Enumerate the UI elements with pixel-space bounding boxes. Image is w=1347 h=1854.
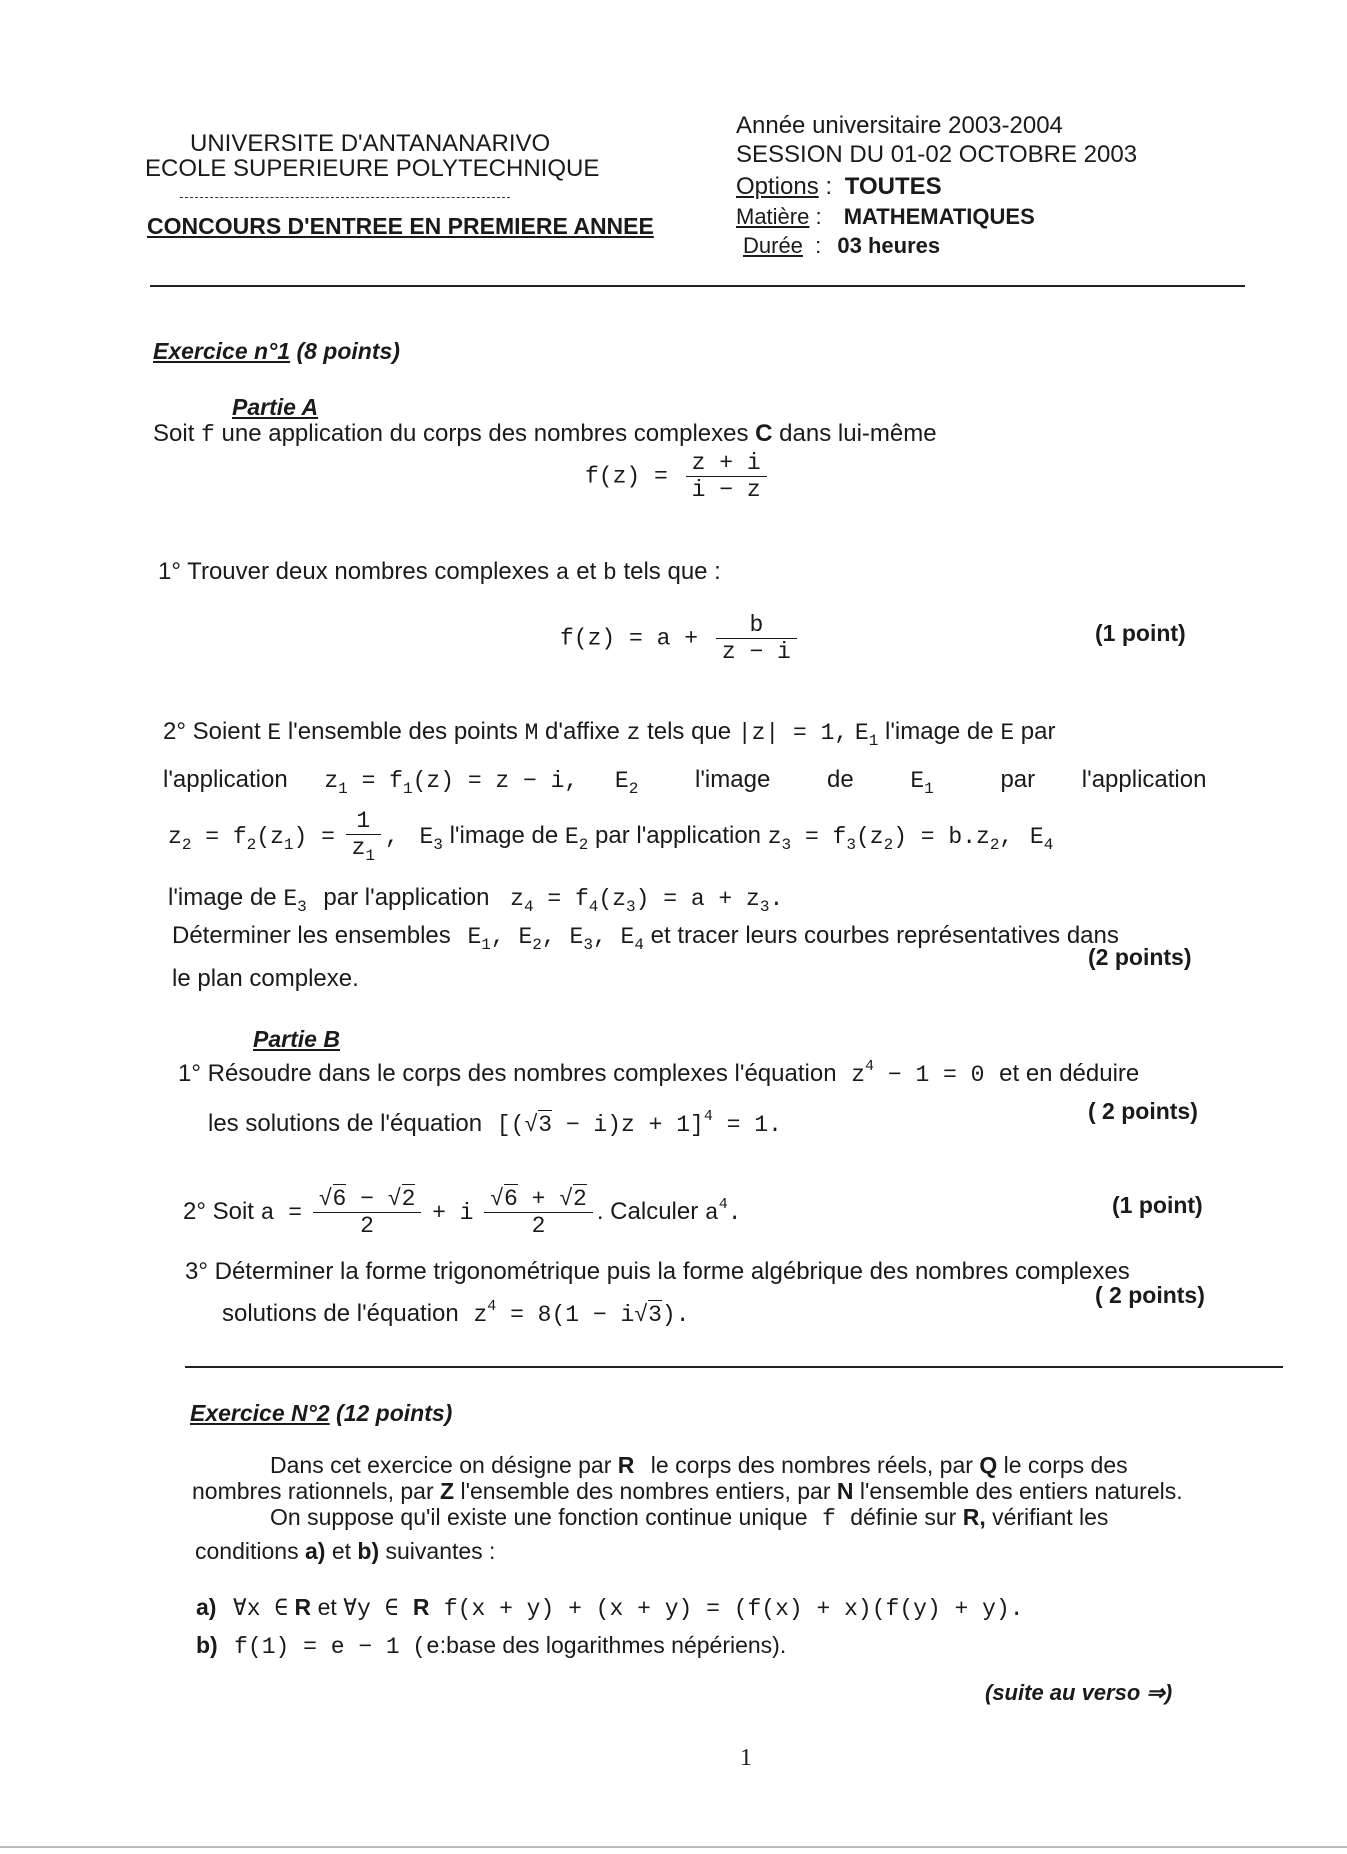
q2-line-2 — [163, 766, 1206, 798]
q1-text: tels que : — [623, 558, 721, 585]
q2-text: et tracer leurs courbes représentatives dans — [650, 922, 1119, 949]
q2-text: l'image de — [884, 718, 994, 745]
equation-z4-trig: $z^4 = 8(1 - i√3)$. — [473, 1298, 690, 1328]
header-rule — [150, 285, 1245, 287]
set-e: E — [1000, 720, 1015, 746]
q1-denominator: z − i — [721, 639, 791, 665]
q2-text: Déterminer les ensembles — [172, 922, 451, 949]
exercise-2-label: Exercice N°2 — [190, 1400, 330, 1426]
condition-a — [196, 1594, 1024, 1622]
bottom-rule — [0, 1846, 1347, 1848]
part-b-q2 — [183, 1186, 742, 1239]
f-lhs: f(z) = — [585, 463, 668, 490]
imag-part-denominator: 2 — [531, 1213, 546, 1239]
z2-denominator: $z_1$ — [351, 835, 375, 865]
set-e4: $E_4$ — [1029, 823, 1054, 854]
q2-text: 2° Soit — [183, 1197, 254, 1225]
part-b-q1-points: ( 2 points) — [1088, 1098, 1198, 1124]
ex2-text: suivantes : — [385, 1538, 496, 1564]
sets-list: $E_1$, $E_2$, $E_3$, $E_4$ — [467, 924, 644, 954]
complex-set-symbol: C — [755, 420, 773, 447]
point-m: M — [524, 720, 539, 746]
part-b-q1-line-1 — [178, 1058, 1139, 1088]
exercise-2-title — [190, 1400, 452, 1427]
q2-text: par — [1000, 766, 1036, 793]
q2-text: l'image de — [168, 884, 277, 911]
var-b: b — [602, 560, 617, 586]
q2-text: l'application — [1081, 766, 1207, 793]
intro-text: dans lui-même — [779, 420, 937, 447]
f1-equation: f(1) = e − 1 — [234, 1634, 400, 1660]
part-a-q1 — [158, 558, 721, 586]
var-a-def: a = — [260, 1199, 303, 1226]
imag-part-numerator: √6 + √2 — [484, 1186, 593, 1213]
ex2-text: et — [331, 1538, 351, 1564]
ex2-text: Dans cet exercice on désigne par — [270, 1452, 612, 1478]
ex2-p2-line-2 — [195, 1538, 495, 1565]
forall-x: ∀x ∈ — [232, 1596, 289, 1622]
continued-overleaf: (suite au verso ⇒) — [985, 1680, 1173, 1705]
q1-text: les solutions de l'équation — [208, 1110, 483, 1137]
z4-map: $z_4 = f_4(z_3) = a + z_3$. — [510, 886, 784, 916]
rational-set-symbol: Q — [979, 1452, 998, 1478]
options-row: Options : TOUTES — [736, 173, 942, 200]
part-b-q3-points: ( 2 points) — [1095, 1282, 1205, 1308]
ex2-text: le corps des — [1003, 1452, 1128, 1478]
exercise-2-points: (12 points) — [336, 1400, 453, 1426]
equation-z4: $z^4 - 1 = 0$ — [851, 1058, 985, 1088]
q1-text: et — [576, 558, 597, 585]
academic-year: Année universitaire 2003-2004 — [736, 112, 1063, 139]
part-b-q3-line-1: 3° Déterminer la forme trigonométrique puis la forme algébrique des nombres complexes — [185, 1258, 1130, 1285]
ex2-text: vérifiant les — [992, 1504, 1109, 1530]
function-definition — [585, 450, 771, 503]
condition-a-ref: a) — [304, 1538, 326, 1564]
exercise-1-points: (8 points) — [296, 338, 400, 364]
q1-fraction — [716, 612, 797, 665]
z1-map: $z_1 = f_1(z) = z - i$, — [324, 768, 579, 798]
q2-text: . Calculer — [596, 1197, 699, 1225]
q2-line-1 — [163, 718, 1055, 750]
q1-points: (1 point) — [1095, 620, 1186, 646]
q1-text: 1° Résoudre dans le corps des nombres complexes l'équation — [178, 1060, 837, 1087]
part-a-intro — [153, 420, 937, 448]
real-set-symbol: R, — [962, 1504, 986, 1530]
plus-i: + i — [432, 1199, 474, 1226]
modulus-equation: |z| = 1, — [737, 720, 849, 746]
comma: , — [385, 823, 399, 850]
set-e1: $E_1$ — [854, 720, 879, 750]
set-e3: $E_3$ — [419, 823, 443, 854]
condition-b-ref: b) — [357, 1538, 380, 1564]
school-name: ECOLE SUPERIEURE POLYTECHNIQUE — [145, 155, 600, 182]
q1-text: 1° Trouver deux nombres complexes — [158, 558, 550, 585]
ex2-text: le corps des nombres réels, par — [650, 1452, 973, 1478]
real-set-symbol: R — [412, 1594, 430, 1620]
university-name: UNIVERSITE D'ANTANANARIVO — [190, 130, 551, 157]
ex2-p1-line-2 — [192, 1478, 1183, 1505]
e-note-text: :base des logarithmes népériens). — [439, 1632, 787, 1658]
exercise-divider — [185, 1366, 1283, 1368]
var-z: z — [626, 720, 641, 746]
set-e2: $E_2$ — [564, 823, 589, 854]
part-b-q2-points: (1 point) — [1112, 1192, 1203, 1218]
q2-text: d'affixe — [545, 718, 620, 745]
ex2-p1-line-1 — [270, 1452, 1128, 1479]
ex2-text: l'ensemble des entiers naturels. — [859, 1478, 1183, 1504]
duration-row: Durée : 03 heures — [743, 233, 941, 258]
part-b-q3-line-2 — [222, 1298, 690, 1328]
q2-text: 2° Soient — [163, 718, 261, 745]
natural-set-symbol: N — [836, 1478, 854, 1504]
functional-equation: f(x + y) + (x + y) = (f(x) + x)(f(y) + y). — [443, 1596, 1024, 1622]
intro-text: Soit — [153, 420, 195, 447]
exercise-1-title — [153, 338, 400, 365]
z2-numerator: 1 — [346, 808, 381, 835]
q1-lhs: f(z) = a + — [560, 625, 699, 652]
exercise-1-label: Exercice n°1 — [153, 338, 291, 364]
q1-numerator: b — [716, 612, 797, 639]
options-value: TOUTES — [844, 173, 942, 200]
imag-part-fraction — [484, 1186, 593, 1239]
q2-text: par l'application — [595, 821, 762, 849]
q2-text: par l'application — [323, 884, 490, 911]
ex2-text: conditions — [195, 1538, 299, 1564]
f-fraction — [686, 450, 767, 503]
q1-text: et en déduire — [999, 1060, 1140, 1087]
function-f-symbol: f — [822, 1506, 836, 1532]
q2-text: tels que — [647, 718, 732, 745]
integer-set-symbol: Z — [440, 1478, 455, 1504]
q2-text: par — [1020, 718, 1056, 745]
q2-line-5 — [172, 922, 1119, 954]
subject-value: MATHEMATIQUES — [843, 204, 1035, 229]
ex2-p2-line-1 — [270, 1504, 1108, 1532]
set-e: E — [267, 720, 282, 746]
forall-y: ∀y ∈ — [343, 1596, 399, 1622]
set-e3: $E_3$ — [283, 886, 307, 916]
header-dashed-divider — [180, 197, 510, 198]
q2-text: l'ensemble des points — [287, 718, 518, 745]
var-a: a — [555, 560, 570, 586]
condition-b — [196, 1632, 786, 1660]
real-set-symbol: R — [617, 1452, 635, 1478]
q2-text: l'image de — [449, 821, 559, 849]
set-e1: $E_1$ — [910, 768, 934, 798]
real-part-fraction — [313, 1186, 422, 1239]
q2-text: l'image — [695, 766, 771, 793]
session-date: SESSION DU 01-02 OCTOBRE 2003 — [736, 141, 1138, 168]
part-b-q1-line-2 — [208, 1108, 782, 1138]
real-set-symbol: R — [294, 1594, 312, 1620]
f-denominator: i − z — [691, 477, 761, 503]
ex2-text: l'ensemble des nombres entiers, par — [460, 1478, 831, 1504]
condition-b-label: b) — [196, 1632, 218, 1658]
a4: $a^4$. — [704, 1195, 742, 1226]
options-label: Options — [736, 173, 819, 200]
duration-value: 03 heures — [837, 233, 941, 258]
duration-label: Durée — [743, 233, 803, 258]
subject-row: Matière : MATHEMATIQUES — [736, 204, 1035, 229]
ex2-text: nombres rationnels, par — [192, 1478, 434, 1504]
et-text: et — [317, 1594, 337, 1620]
z2-fraction — [346, 808, 381, 865]
intro-text: une application du corps des nombres complexes — [221, 420, 749, 447]
real-part-numerator: √6 − √2 — [313, 1186, 422, 1213]
part-b-title: Partie B — [253, 1026, 340, 1052]
part-a-title: Partie A — [232, 394, 319, 420]
e-note: (e — [412, 1634, 440, 1660]
equation-root: $[(√3 - i)z + 1]^4 = 1$. — [496, 1108, 782, 1138]
q2-line-4 — [168, 884, 783, 916]
set-e2: $E_2$ — [614, 768, 639, 798]
f-numerator: z + i — [686, 450, 767, 477]
q2-points: (2 points) — [1088, 944, 1192, 970]
condition-a-label: a) — [196, 1594, 217, 1620]
q2-text: de — [826, 766, 854, 793]
page-number: 1 — [740, 1745, 752, 1771]
contest-title: CONCOURS D'ENTREE EN PREMIERE ANNEE — [147, 213, 654, 239]
z2-map: $z_2 = f_2(z_1)$ = — [168, 823, 335, 854]
q2-text: l'application — [163, 766, 288, 793]
subject-label: Matière — [736, 204, 810, 229]
q3-text: solutions de l'équation — [222, 1300, 459, 1327]
q2-line-3 — [168, 808, 1053, 865]
ex2-text: On suppose qu'il existe une fonction continue unique — [270, 1504, 808, 1530]
intro-f-symbol: f — [201, 422, 215, 448]
q2-line-6: le plan complexe. — [172, 965, 359, 992]
z3-map: $z_3 = f_3(z_2) = b.z_2$, — [767, 823, 1014, 854]
ex2-text: définie sur — [850, 1504, 957, 1530]
real-part-denominator: 2 — [360, 1213, 374, 1239]
q1-equation — [560, 612, 801, 665]
